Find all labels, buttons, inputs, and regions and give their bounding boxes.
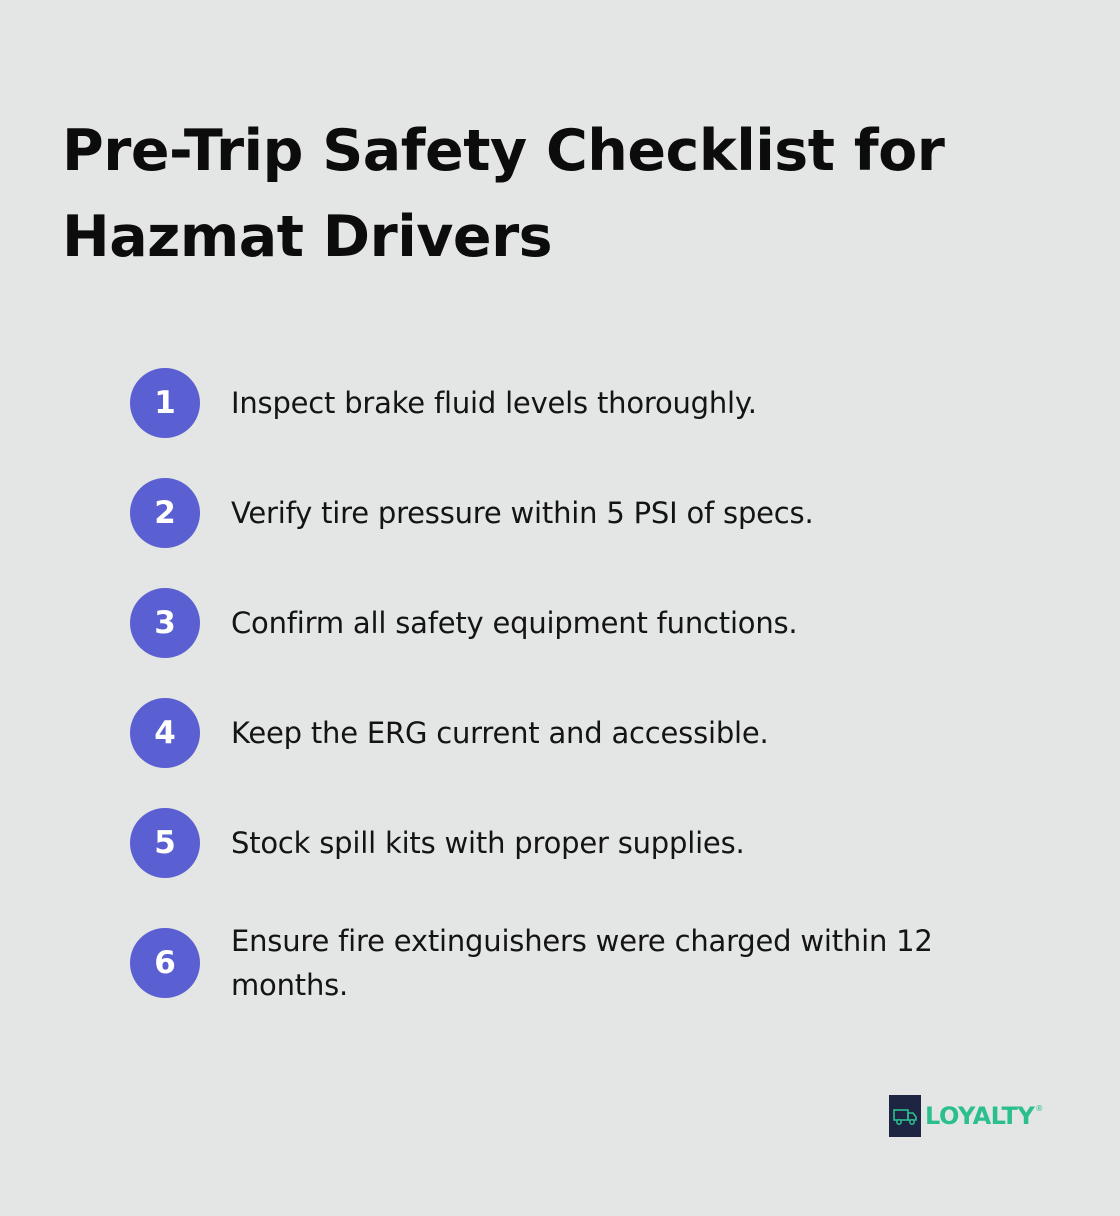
- step-number-badge: 3: [130, 588, 200, 658]
- page-title: Pre-Trip Safety Checklist for Hazmat Drivers: [62, 118, 945, 270]
- checklist-item: [130, 588, 1030, 658]
- checklist: [130, 0, 1030, 1216]
- brand-name: LOYALTY: [925, 1102, 1035, 1130]
- truck-icon: [889, 1095, 921, 1137]
- checklist-item: [130, 478, 1030, 548]
- checklist-item-text: Keep the ERG current and accessible.: [231, 716, 769, 750]
- step-number-badge: 5: [130, 808, 200, 878]
- checklist-item-text: Confirm all safety equipment functions.: [231, 606, 798, 640]
- checklist-item: [130, 808, 1030, 878]
- step-number-badge: 6: [130, 928, 200, 998]
- brand-logo: [889, 1095, 1043, 1137]
- step-number-badge: 2: [130, 478, 200, 548]
- checklist-item-text: Inspect brake fluid levels thoroughly.: [231, 386, 757, 420]
- step-number-badge: 4: [130, 698, 200, 768]
- checklist-item-text: Ensure fire extinguishers were charged within 12 months.: [231, 924, 933, 1002]
- step-number-badge: 1: [130, 368, 200, 438]
- checklist-item-text: Stock spill kits with proper supplies.: [231, 826, 745, 860]
- checklist-item: [130, 368, 1030, 438]
- registered-mark: ®: [1035, 1104, 1044, 1113]
- checklist-item-text: Verify tire pressure within 5 PSI of specs.: [231, 496, 814, 530]
- checklist-item: [130, 698, 1030, 768]
- checklist-item: [130, 924, 1030, 1002]
